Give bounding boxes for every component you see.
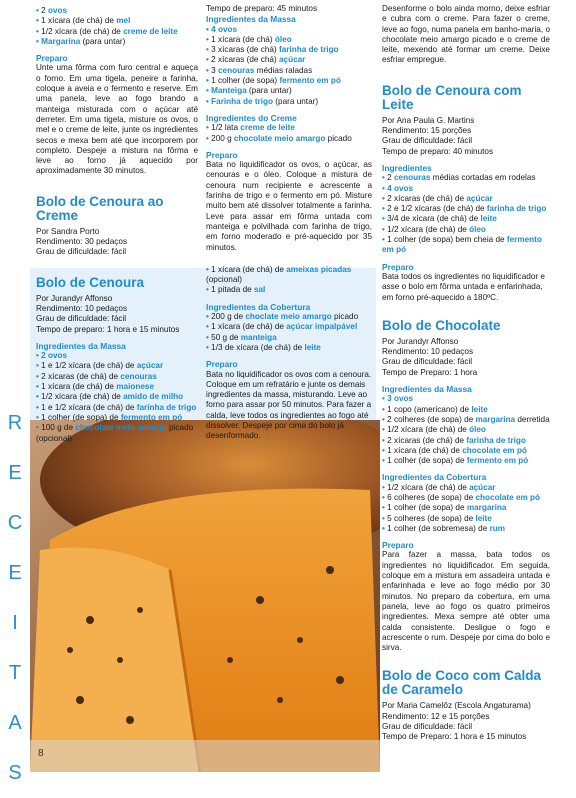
recipe-author: Por Sandra Porto (36, 226, 100, 236)
ingredient-qty: 1 colher (de sopa) de (41, 412, 121, 422)
preparo-text: Bata no liquidificador os ovos com a cenoura. Coloque em um refratário e junte os demais ingredientes da massa, misturando. Leve ao forno para assar por 50 minutos. Para fazer a calda, leve todos os ingredientes ao fogo até dissolver. Despeje por cima do bolo já desenformado. (206, 369, 372, 441)
sidebar (0, 0, 30, 784)
bullet-icon: • (36, 36, 42, 46)
column-3 (382, 4, 550, 743)
ingredient-qty: 1 xícara (de chá) de (41, 382, 117, 392)
preparo-text: Unte uma fôrma com furo central e aqueça o forno. Em uma tigela, peneire a farinha, coloque a aveia e o fermento e reserve. Em uma panela, leve ao fogo brando a manteiga misturada com o açúcar até derreter. Em uma tigela, misture os ovos, o mel e o creme de leite, junte os ingredientes secos e mexa bem até que incorporem por completo. Despeje a mistura na fôrma e leve ao forno já aquecido por aproximadamente 30 minutos. (36, 63, 198, 176)
recipe-yield: Rendimento: 10 pedaços (36, 303, 128, 313)
ingredient-item (36, 403, 198, 413)
bullet-icon: • (206, 342, 212, 352)
section-heading: Preparo (206, 359, 238, 370)
bullet-icon: • (206, 133, 212, 143)
ingredient-name: leite (480, 214, 497, 224)
sidebar-letter: T (8, 662, 22, 684)
sidebar-letter: A (8, 712, 22, 734)
bullet-icon: • (36, 402, 42, 412)
ingredient-name: ameixas picadas (286, 264, 352, 274)
ingredient-qty: 1 copo (americano) de (387, 404, 472, 414)
bullet-icon: • (36, 6, 42, 15)
ingredient-qty: 1 colher (de sopa) bem cheia de (387, 235, 507, 245)
ingredient-name: manteiga (240, 332, 277, 342)
ingredient-name: 4 ovos (211, 24, 238, 34)
sidebar-letter: S (8, 762, 22, 784)
ingredient-name: Farinha de trigo (211, 96, 274, 106)
recipe-author: Por Maria Camelôz (Escola Angaturama) (382, 701, 531, 711)
bullet-icon: • (382, 183, 388, 193)
ingredient-qty: 1 xícara (de chá) (211, 34, 275, 44)
ingredient-note: (para untar) (246, 86, 292, 96)
bullet-icon: • (206, 55, 212, 65)
recipe-time: Tempo de preparo: 40 minutos (382, 146, 494, 156)
ingredient-qty: 1 colher (de sopa) (211, 76, 280, 86)
ingredient-qty: 1/2 xícara (de chá) de (41, 392, 124, 402)
ingredient-list (206, 25, 372, 107)
ingredient-name: farinha de trigo (136, 402, 197, 412)
sidebar-letter: E (8, 562, 22, 584)
sidebar-letter: R (7, 412, 23, 434)
recipe-difficulty: Grau de dificuldade: fácil (382, 722, 473, 732)
ingredient-name: óleo (469, 425, 486, 435)
bullet-icon: • (382, 414, 388, 424)
ingredient-qty: 100 g de (41, 423, 76, 433)
bullet-icon: • (36, 361, 42, 371)
recipe-title: Bolo de Coco com Calda de Caramelo (382, 668, 542, 698)
bullet-icon: • (382, 173, 388, 183)
ingredient-name: leite (471, 404, 488, 414)
bullet-icon: • (382, 482, 388, 492)
ingredient-qty: 1 e 1/2 xícara (de chá) de (41, 402, 137, 412)
ingredient-note: (opcional) (206, 275, 242, 285)
ingredient-item (36, 413, 198, 423)
ingredient-name: rum (489, 523, 506, 533)
ingredient-note: picado (325, 133, 352, 143)
ingredient-item (36, 27, 198, 37)
ingredient-name: açúcar impalpável (286, 322, 358, 332)
ingredient-name: 4 ovos (387, 183, 414, 193)
recipe-time: Tempo de preparo: 1 hora e 15 minutos (36, 324, 180, 334)
ingredient-qty: 1 xícara (de chá) de (211, 264, 287, 274)
ingredient-list (36, 6, 198, 47)
ingredient-item (206, 285, 372, 295)
section-label-receitas (3, 398, 27, 798)
ingredient-name: chocolate em pó (462, 445, 527, 455)
ingredient-qty: 2 e 1/2 xícaras (de chá) de (387, 204, 487, 214)
ingredient-item (206, 123, 372, 133)
ingredient-name: cenouras (394, 173, 431, 183)
ingredient-item (382, 194, 550, 204)
ingredient-item (206, 55, 372, 65)
ingredient-item (382, 524, 550, 534)
ingredient-name: fermento em pó (382, 235, 542, 255)
ingredient-item (206, 86, 372, 96)
ingredient-item (206, 97, 372, 107)
preparo-text: Para fazer a massa, bata todos os ingredientes no liquidificador. Em seguida, coloque em a mistura em assadeira untada e enfarinhada e leve ao fogo médio por 30 minutos. No preparo da cobertura, em uma panela, leve ao fogo os quatro primeiros ingredientes. Mexa sempre até obter uma calda consistente. Desligue o fogo e acrescente o rum. Despeje por cima do bolo e sirva. (382, 550, 550, 653)
ingredient-item (36, 351, 198, 361)
ingredient-item (36, 361, 198, 371)
bullet-icon: • (36, 392, 42, 402)
ingredient-item (36, 16, 198, 26)
ingredient-name: creme de leite (123, 26, 178, 36)
bullet-icon: • (382, 214, 388, 224)
ingredient-item (382, 446, 550, 456)
ingredient-list (206, 312, 372, 353)
ingredient-list (36, 351, 198, 444)
recipe-time: Tempo de Preparo: 1 hora e 15 minutos (382, 732, 527, 742)
ingredient-note: picado (opcional) (36, 423, 194, 443)
ingredient-name: fermento em pó (466, 456, 529, 466)
bullet-icon: • (206, 45, 212, 55)
section-heading: Preparo (206, 149, 238, 160)
bullet-icon: • (36, 382, 42, 392)
ingredient-list (382, 483, 550, 534)
ingredient-note: (para untar) (273, 96, 319, 106)
ingredient-qty: 2 xícaras (de chá) de (387, 193, 467, 203)
bullet-icon: • (382, 394, 388, 404)
ingredient-qty: 1 xícara (de chá) de (387, 445, 463, 455)
ingredient-note: picado (331, 312, 359, 322)
recipe-author: Por Jurandyr Affonso (382, 336, 459, 346)
bullet-icon: • (382, 204, 388, 214)
ingredient-item (36, 37, 198, 47)
ingredient-name: cenouras (120, 371, 157, 381)
ingredient-qty: 1 pitada de (211, 285, 254, 295)
recipe-title: Bolo de Cenoura com Leite (382, 82, 522, 112)
section-heading: Preparo (382, 261, 414, 272)
recipe-yield: Rendimento: 30 pedaços (36, 237, 128, 247)
ingredient-name: margarina (466, 503, 507, 513)
bullet-icon: • (382, 224, 388, 234)
ingredient-name: 3 ovos (387, 394, 414, 404)
ingredient-item (206, 45, 372, 55)
ingredient-qty: 2 (387, 173, 394, 183)
ingredient-qty: 1/2 xícara (de chá) de (387, 425, 470, 435)
ingredient-item (206, 333, 372, 343)
ingredient-qty: 1/2 xícara (de chá) de (41, 26, 124, 36)
sidebar-letter: E (8, 462, 22, 484)
ingredient-qty: 1 xícara (de chá) de (211, 322, 287, 332)
ingredient-item (382, 425, 550, 435)
ingredient-item (382, 173, 550, 183)
ingredient-item (382, 235, 550, 256)
ingredient-name: farinha de trigo (486, 204, 547, 214)
ingredient-item (382, 493, 550, 503)
ingredient-name: maionese (116, 382, 155, 392)
page-number: 8 (38, 748, 44, 759)
ingredient-qty: 1 colher (de sopa) de (387, 503, 467, 513)
ingredient-item (36, 6, 198, 16)
ingredient-note: (para untar) (80, 36, 126, 46)
recipe-yield: Rendimento: 10 pedaços (382, 347, 474, 357)
recipe-author: Por Jurandyr Affonso (36, 293, 113, 303)
ingredient-qty: 1 colher (de sobremesa) de (387, 523, 490, 533)
bullet-icon: • (382, 492, 388, 502)
ingredient-name: amido de milho (123, 392, 184, 402)
bullet-icon: • (206, 312, 212, 322)
ingredient-item (382, 436, 550, 446)
recipe-title: Bolo de Chocolate (382, 317, 501, 333)
bullet-icon: • (382, 235, 388, 245)
ingredient-name: chocolate em pó (475, 492, 541, 502)
ingredient-item (382, 483, 550, 493)
ingredient-qty: 200 g de (211, 312, 246, 322)
bullet-icon: • (206, 322, 212, 332)
recipe-difficulty: Grau de dificuldade: fácil (382, 357, 473, 367)
ingredient-name: farinha de trigo (466, 435, 526, 445)
bullet-icon: • (206, 123, 212, 133)
ingredient-qty: 1/2 lata (211, 123, 241, 133)
bullet-icon: • (382, 404, 388, 414)
ingredient-item (206, 66, 372, 76)
section-heading: Ingredientes da Massa (382, 384, 472, 395)
ingredient-name: farinha de trigo (278, 45, 339, 55)
section-heading: Ingredientes (382, 162, 432, 173)
preparo-text: Bata todos os ingredientes no liquidificador e asse o bolo em fôrma untada e enfarinhada, em forno pré-aquecido a 180ºC. (382, 271, 545, 302)
cake-image (30, 420, 380, 772)
section-heading: Ingredientes da Cobertura (206, 301, 311, 312)
ingredient-name: creme de leite (240, 123, 295, 133)
ingredient-name: margarina (475, 414, 516, 424)
ingredient-qty: 3 xícaras (de chá) (211, 45, 279, 55)
ingredient-qty: 200 g (211, 133, 234, 143)
bullet-icon: • (206, 76, 212, 86)
bullet-icon: • (382, 435, 388, 445)
bullet-icon: • (206, 34, 212, 44)
cake-photo (30, 420, 380, 772)
recipe-yield: Rendimento: 15 porções (382, 126, 472, 136)
ingredient-name: fermento em pó (279, 76, 341, 86)
ingredient-item (382, 405, 550, 415)
bullet-icon: • (206, 264, 212, 274)
bullet-icon: • (382, 503, 388, 513)
ingredient-name: choclate meio amargo (245, 312, 332, 322)
ingredient-qty: 2 xícaras (de chá) de (387, 435, 467, 445)
recipe-difficulty: Grau de dificuldade: fácil (382, 136, 473, 146)
ingredient-qty: 3 (211, 65, 218, 75)
ingredient-item (206, 265, 372, 286)
bullet-icon: • (36, 26, 42, 36)
bullet-icon: • (382, 445, 388, 455)
recipe-difficulty: Grau de dificuldade: fácil (36, 314, 127, 324)
bullet-icon: • (382, 425, 388, 435)
ingredient-item (206, 25, 372, 35)
recipe-difficulty: Grau de dificuldade: fácil (36, 247, 127, 257)
ingredient-item (206, 312, 372, 322)
column-1 (36, 6, 198, 444)
ingredient-name: açúcar (136, 361, 164, 371)
section-heading: Ingredientes do Creme (206, 112, 297, 123)
intro-text: Desenforme o bolo ainda morno, deixe esfriar e cubra com o creme. Para fazer o creme, leve ao fogo, numa panela em banho-maria, o chocolate meio amargo picado e o creme de leite, mexendo até formar um creme. Deixe esfriar empregue. (382, 4, 550, 65)
ingredient-qty: 6 colheres (de sopa) de (387, 492, 476, 502)
bullet-icon: • (206, 332, 212, 342)
bullet-icon: • (36, 412, 42, 422)
ingredient-name: açúcar (466, 193, 493, 203)
ingredient-note: derretida (515, 414, 550, 424)
bullet-icon: • (382, 513, 388, 523)
ingredient-name: leite (475, 513, 492, 523)
ingredient-item (382, 214, 550, 224)
ingredient-name: óleo (274, 34, 292, 44)
ingredient-item (206, 35, 372, 45)
ingredient-name: mel (116, 16, 131, 26)
ingredient-qty: 2 (41, 6, 48, 15)
ingredient-item (382, 184, 550, 194)
bullet-icon: • (206, 86, 212, 96)
ingredient-item (206, 134, 372, 144)
ingredient-list (382, 394, 550, 466)
recipe-time: Tempo de Preparo: 1 hora (382, 367, 478, 377)
ingredient-name: leite (304, 342, 321, 352)
recipe-yield: Rendimento: 12 e 15 porções (382, 711, 490, 721)
ingredient-item (382, 394, 550, 404)
ingredient-qty: 50 g de (211, 332, 241, 342)
ingredient-name: chocolate meio amargo (233, 133, 326, 143)
ingredient-note: médias raladas (254, 65, 313, 75)
ingredient-qty: 3/4 de xícara (de chá) de (387, 214, 481, 224)
ingredient-name: ovos (48, 6, 68, 15)
ingredient-list (206, 265, 372, 296)
preparo-text: Bata no liquidificador os ovos, o açúcar, as cenouras e o óleo. Coloque a mistura de cenoura num recipiente e acrescente a farinha de trigo e o fermento em pó. Misture muito bem até dissolver totalmente a farinha. Leve para assar em fôrma untada com manteiga e polvilhada com farinha de trigo, em forno moderado e pré-aquecido por 35 minutos. (206, 160, 372, 252)
section-heading: Ingredientes da Massa (36, 340, 126, 351)
ingredient-qty: 5 colheres (de sopa) de (387, 513, 476, 523)
ingredient-list (382, 173, 550, 255)
recipe-time: Tempo de preparo: 45 minutos (206, 4, 318, 13)
ingredient-name: chocolate meio amargo (75, 423, 167, 433)
column-2 (206, 4, 372, 442)
sidebar-letter: C (7, 512, 23, 534)
recipe-title: Bolo de Cenoura (36, 274, 145, 290)
section-heading: Preparo (36, 53, 68, 64)
ingredient-qty: 1 e 1/2 xícara (de chá) de (41, 361, 137, 371)
ingredient-item (382, 456, 550, 466)
ingredient-item (382, 225, 550, 235)
bullet-icon: • (36, 351, 42, 361)
ingredient-name: 2 ovos (41, 351, 68, 361)
recipe-title: Bolo de Cenoura ao Creme (36, 193, 164, 223)
ingredient-qty: 1/3 de xícara (de chá) de (211, 342, 305, 352)
bullet-icon: • (36, 16, 42, 26)
bullet-icon: • (382, 193, 388, 203)
section-heading: Ingredientes da Massa (206, 14, 296, 25)
ingredient-item (36, 392, 198, 402)
ingredient-item (206, 322, 372, 332)
ingredient-item (36, 372, 198, 382)
ingredient-note: médias cortadas em rodelas (430, 173, 536, 183)
ingredient-name: óleo (469, 224, 486, 234)
ingredient-qty: 2 xícaras (de chá) (211, 55, 279, 65)
ingredient-item (382, 514, 550, 524)
bullet-icon: • (382, 456, 388, 466)
ingredient-name: açúcar (278, 55, 306, 65)
ingredient-qty: 2 colheres (de sopa) de (387, 414, 476, 424)
bullet-icon: • (36, 423, 42, 433)
bullet-icon: • (206, 96, 212, 106)
ingredient-item (206, 343, 372, 353)
ingredient-item (382, 503, 550, 513)
bullet-icon: • (36, 371, 42, 381)
ingredient-name: cenouras (218, 65, 255, 75)
ingredient-item (36, 382, 198, 392)
ingredient-name: açúcar (469, 482, 496, 492)
bullet-icon: • (206, 65, 212, 75)
ingredient-list (206, 123, 372, 144)
ingredient-item (206, 76, 372, 86)
section-heading: Preparo (382, 540, 414, 551)
ingredient-name: Margarina (41, 36, 81, 46)
bullet-icon: • (382, 523, 388, 533)
ingredient-qty: 1/2 xícara (de chá) de (387, 224, 470, 234)
ingredient-item (36, 423, 198, 444)
bullet-icon: • (206, 285, 212, 295)
ingredient-qty: 2 xícaras (de chá) de (41, 371, 121, 381)
ingredient-item (382, 415, 550, 425)
bullet-icon: • (206, 24, 212, 34)
ingredient-name: Manteiga (211, 86, 247, 96)
ingredient-name: sal (253, 285, 266, 295)
recipe-author: Por Ana Paula G. Martins (382, 115, 475, 125)
ingredient-qty: 1 xícara (de chá) de (41, 16, 117, 26)
ingredient-qty: 1/2 xícara (de chá) de (387, 482, 470, 492)
ingredient-qty: 1 colher (de sopa) de (387, 456, 467, 466)
ingredient-name: fermento em pó (120, 412, 183, 422)
sidebar-letter: I (12, 612, 18, 634)
ingredient-item (382, 204, 550, 214)
section-heading: Ingredientes da Cobertura (382, 472, 487, 483)
